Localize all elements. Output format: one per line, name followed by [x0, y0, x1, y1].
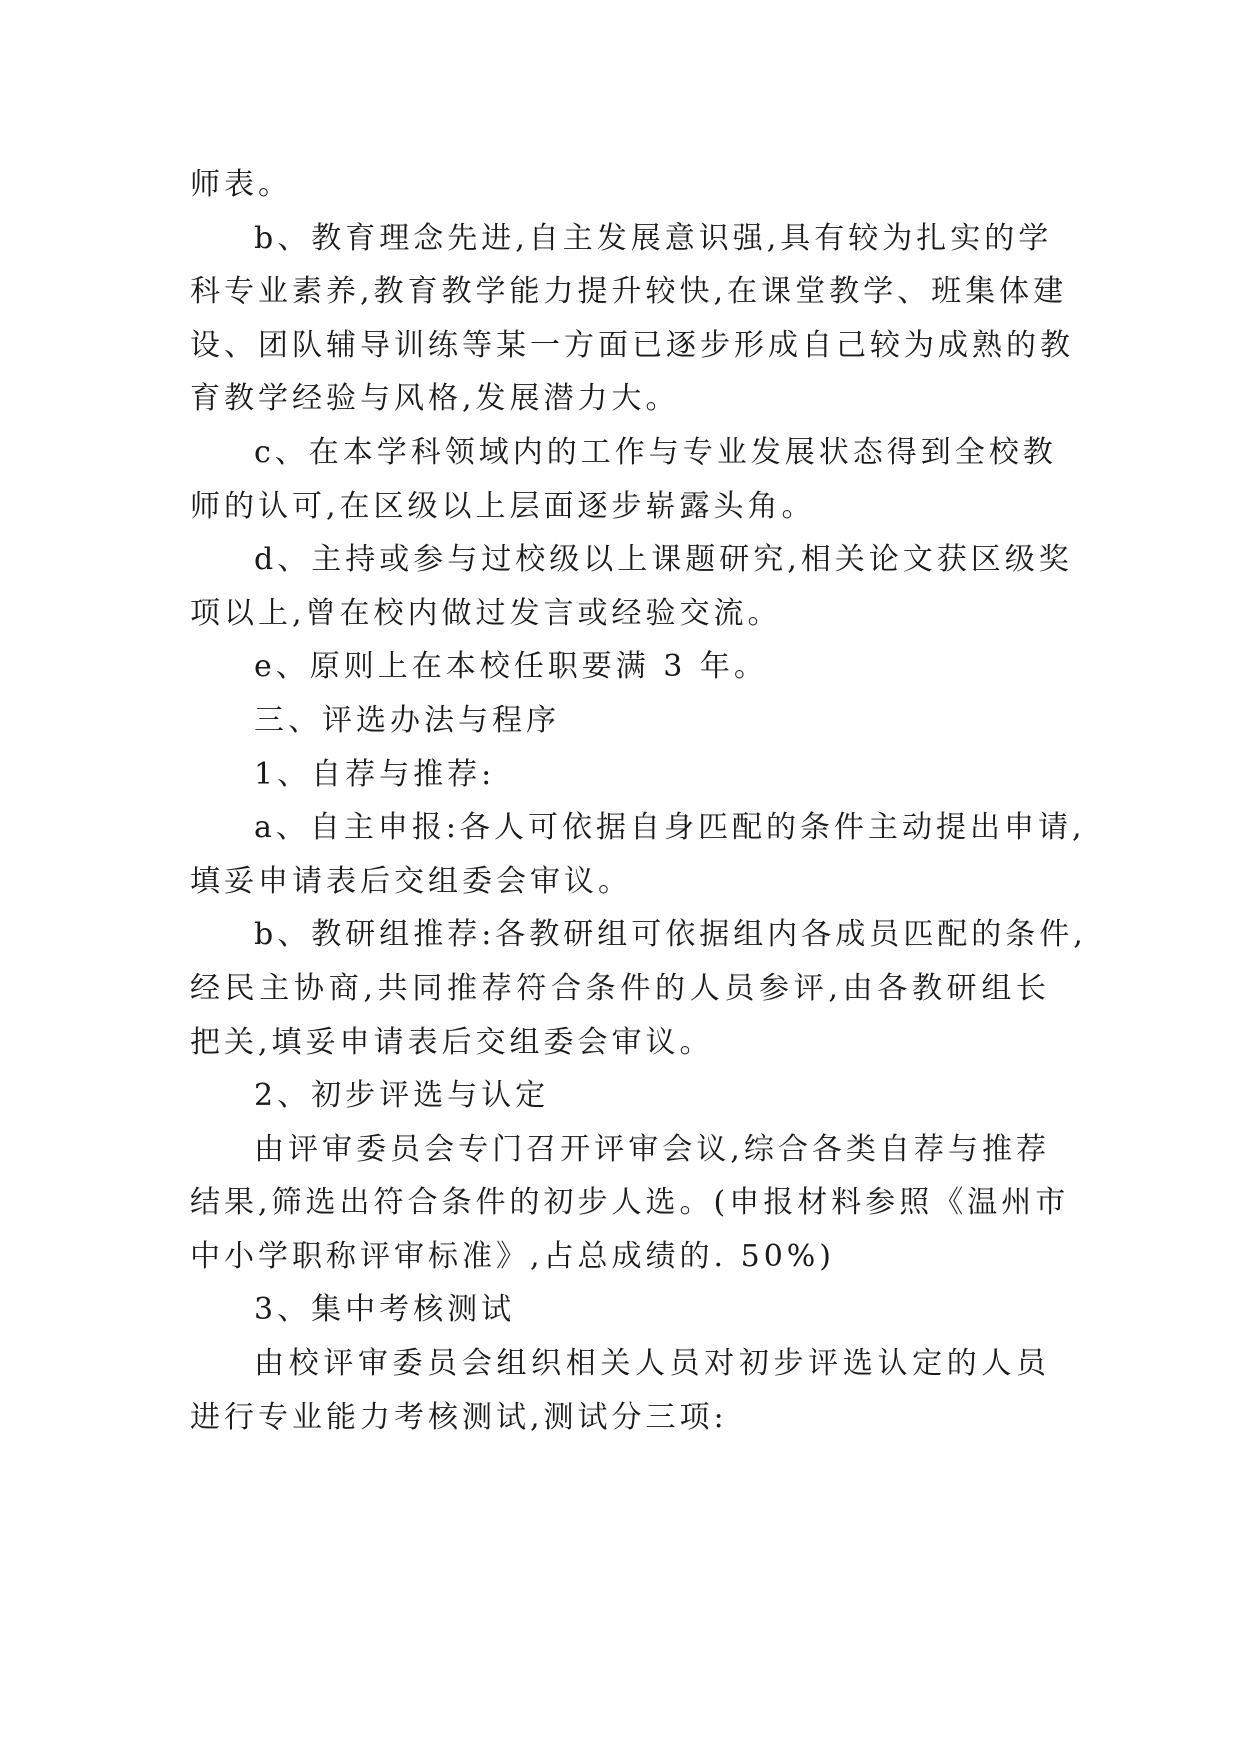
paragraph-b2-line-1: b、教研组推荐:各教研组可依据组内各成员匹配的条件,	[254, 917, 1087, 953]
subsection-heading: 1、自荐与推荐:	[254, 756, 496, 792]
text-line: 进行专业能力考核测试,测试分三项:	[190, 1399, 728, 1435]
text-line: 结果,筛选出符合条件的初步人选。(申报材料参照《温州市	[190, 1185, 1070, 1221]
text-line: 师的认可,在区级以上层面逐步崭露头角。	[190, 488, 816, 524]
subsection-heading: 2、初步评选与认定	[254, 1078, 550, 1114]
text-line: 填妥申请表后交组委会审议。	[190, 863, 632, 899]
text-line: 经民主协商,共同推荐符合条件的人员参评,由各教研组长	[190, 970, 1050, 1006]
paragraph-c-line-1: c、在本学科领域内的工作与专业发展状态得到全校教	[254, 434, 1057, 470]
paragraph-d-line-1: d、主持或参与过校级以上课题研究,相关论文获区级奖	[254, 542, 1073, 578]
text-line: 中小学职称评审标准》,占总成绩的. 50%)	[190, 1238, 835, 1274]
document-body	[190, 158, 1087, 1444]
paragraph-review-line-1: 由评审委员会专门召开评审会议,综合各类自荐与推荐	[254, 1131, 1050, 1167]
text-line: 育教学经验与风格,发展潜力大。	[190, 381, 680, 417]
subsection-heading: 3、集中考核测试	[254, 1292, 516, 1328]
text-line: 项以上,曾在校内做过发言或经验交流。	[190, 595, 782, 631]
text-line: 设、团队辅导训练等某一方面已逐步形成自己较为成熟的教	[190, 327, 1074, 363]
paragraph-b-line-1: b、教育理念先进,自主发展意识强,具有较为扎实的学	[254, 220, 1053, 256]
text-line: 科专业素养,教育教学能力提升较快,在课堂教学、班集体建	[190, 274, 1068, 310]
text-line: 师表。	[190, 167, 292, 202]
text-line: 把关,填妥申请表后交组委会审议。	[190, 1024, 714, 1060]
section-heading: 三、评选办法与程序	[254, 702, 560, 738]
paragraph-a-line-1: a、自主申报:各人可依据自身匹配的条件主动提出申请,	[254, 810, 1086, 846]
paragraph-test-line-1: 由校评审委员会组织相关人员对初步评选认定的人员	[254, 1346, 1050, 1382]
paragraph-e: e、原则上在本校任职要满 3 年。	[254, 649, 768, 685]
